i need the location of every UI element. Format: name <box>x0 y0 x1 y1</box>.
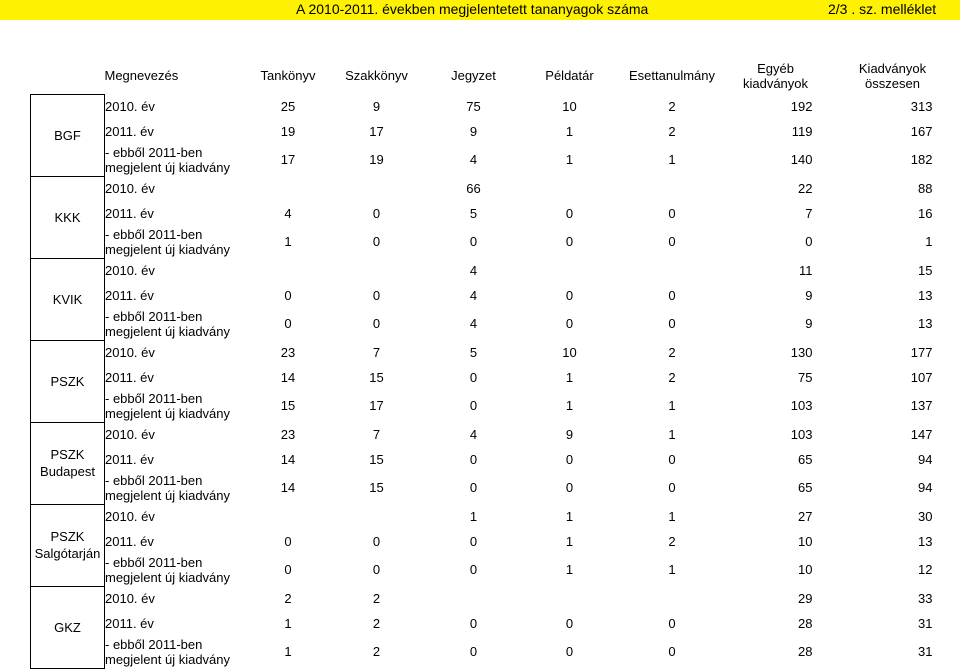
table-row <box>31 94 959 119</box>
cell-szakkonyv: 7 <box>372 427 381 442</box>
cell-jegyzet: 66 <box>466 181 481 196</box>
cell-peldatar: 0 <box>565 615 574 631</box>
cell-esettanulmany: 1 <box>668 562 676 577</box>
cell-jegyzet: 5 <box>469 345 478 360</box>
row-label <box>105 553 251 586</box>
col-header-egyeb-line2: kiadványok <box>742 75 809 91</box>
cell-tankonyv: 14 <box>280 451 296 467</box>
col-header-osszesen-line1: Kiadványok <box>858 60 927 76</box>
cell-tankonyv: 2 <box>284 591 292 606</box>
institution-name: GKZ <box>54 619 81 635</box>
cell-osszesen: 1 <box>925 234 933 249</box>
institution-name-line2: Budapest <box>40 464 95 479</box>
cell-szakkonyv: 19 <box>369 152 384 167</box>
row-label-line2: megjelent új kiadvány <box>105 405 231 421</box>
cell-tankonyv: 15 <box>280 398 296 413</box>
cell-esettanulmany: 2 <box>668 99 676 114</box>
cell-tankonyv: 0 <box>284 562 292 577</box>
cell-esettanulmany: 2 <box>668 345 676 360</box>
cell-jegyzet: 0 <box>469 562 478 577</box>
title-bar <box>0 0 960 20</box>
cell-peldatar: 0 <box>565 644 574 659</box>
cell-egyeb: 11 <box>799 263 813 278</box>
cell-esettanulmany: 0 <box>668 234 676 249</box>
institution-cell <box>31 258 105 340</box>
row-label-line1: - ebből 2011-ben <box>105 144 203 160</box>
cell-peldatar: 9 <box>565 427 574 442</box>
cell-osszesen: 31 <box>918 615 933 631</box>
table-row <box>31 635 959 668</box>
cell-esettanulmany: 1 <box>668 509 676 524</box>
cell-tankonyv: 25 <box>280 99 296 114</box>
cell-egyeb: 140 <box>790 152 813 167</box>
cell-peldatar: 1 <box>565 533 574 549</box>
cell-esettanulmany: 0 <box>668 615 676 631</box>
institution-cell <box>31 94 105 176</box>
table-row <box>31 611 959 635</box>
cell-jegyzet: 4 <box>469 316 478 331</box>
cell-peldatar: 0 <box>565 205 574 221</box>
cell-tankonyv: 0 <box>284 316 292 331</box>
col-header-osszesen-line2: összesen <box>865 75 920 91</box>
row-label: 2011. év <box>105 615 154 631</box>
table-row <box>31 389 959 422</box>
cell-szakkonyv: 0 <box>372 316 381 331</box>
cell-peldatar: 0 <box>565 451 574 467</box>
cell-peldatar: 10 <box>562 345 577 360</box>
cell-peldatar <box>520 176 620 201</box>
cell-tankonyv: 1 <box>284 644 292 659</box>
row-label <box>105 143 251 176</box>
cell-jegyzet: 4 <box>469 427 478 442</box>
institution-name: BGF <box>54 127 81 143</box>
cell-tankonyv: 1 <box>284 615 292 631</box>
cell-osszesen: 137 <box>910 398 933 413</box>
cell-tankonyv: 0 <box>284 287 292 303</box>
cell-szakkonyv: 7 <box>372 345 381 360</box>
cell-jegyzet: 4 <box>469 263 478 278</box>
table-row <box>31 365 959 389</box>
cell-egyeb: 29 <box>798 591 813 606</box>
institution-name: PSZK <box>50 529 85 544</box>
row-label: 2011. év <box>105 205 154 221</box>
cell-osszesen: 13 <box>918 287 933 303</box>
table-row <box>31 225 959 258</box>
cell-egyeb: 27 <box>798 509 813 524</box>
cell-tankonyv: 19 <box>280 123 296 139</box>
cell-esettanulmany: 2 <box>668 533 676 549</box>
col-header-egyeb <box>725 57 827 94</box>
cell-esettanulmany: 0 <box>668 480 676 495</box>
cell-osszesen: 15 <box>918 263 933 278</box>
cell-egyeb: 10 <box>798 562 813 577</box>
cell-egyeb: 119 <box>791 123 813 139</box>
row-label: 2011. év <box>105 287 154 303</box>
cell-osszesen: 13 <box>918 533 933 549</box>
row-label-line2: megjelent új kiadvány <box>105 159 231 175</box>
cell-egyeb: 65 <box>798 480 813 495</box>
cell-esettanulmany: 2 <box>668 123 676 139</box>
row-label-line2: megjelent új kiadvány <box>105 323 231 339</box>
cell-esettanulmany <box>620 258 725 283</box>
row-label: 2010. év <box>105 345 155 360</box>
cell-egyeb: 28 <box>798 644 813 659</box>
cell-szakkonyv: 17 <box>369 398 384 413</box>
cell-szakkonyv: 15 <box>369 480 384 495</box>
cell-egyeb: 9 <box>805 316 813 331</box>
cell-egyeb: 65 <box>798 451 813 467</box>
cell-egyeb: 130 <box>790 345 813 360</box>
cell-esettanulmany: 0 <box>668 205 676 221</box>
table-row <box>31 447 959 471</box>
cell-szakkonyv <box>326 176 428 201</box>
cell-szakkonyv: 15 <box>369 451 384 467</box>
table-row <box>31 201 959 225</box>
cell-osszesen: 88 <box>918 181 933 196</box>
row-label <box>105 225 251 258</box>
cell-jegyzet: 0 <box>469 451 478 467</box>
cell-tankonyv: 23 <box>280 427 296 442</box>
institution-cell <box>31 340 105 422</box>
cell-tankonyv: 14 <box>280 480 296 495</box>
cell-szakkonyv <box>326 504 428 529</box>
row-label-line2: megjelent új kiadvány <box>105 651 231 667</box>
cell-osszesen: 177 <box>910 345 933 360</box>
institution-name: KKK <box>54 209 81 225</box>
cell-esettanulmany <box>620 176 725 201</box>
row-label: 2011. év <box>105 123 154 139</box>
cell-egyeb: 75 <box>798 369 813 385</box>
cell-osszesen: 33 <box>918 591 933 606</box>
row-label: 2011. év <box>105 451 154 467</box>
cell-egyeb: 192 <box>790 99 813 114</box>
table-row <box>31 307 959 340</box>
cell-osszesen: 94 <box>918 480 933 495</box>
cell-jegyzet: 0 <box>469 615 478 631</box>
document-title: A 2010-2011. években megjelentetett tananyagok száma <box>296 1 649 17</box>
cell-esettanulmany: 0 <box>668 451 676 467</box>
row-label: 2011. év <box>105 369 154 385</box>
institution-name: PSZK <box>50 447 85 462</box>
cell-osszesen: 107 <box>910 369 933 385</box>
cell-tankonyv: 0 <box>284 533 292 549</box>
row-label-line2: megjelent új kiadvány <box>105 569 231 585</box>
header-row <box>31 57 959 94</box>
col-header-szakkonyv: Szakkönyv <box>345 68 408 83</box>
cell-tankonyv: 1 <box>284 234 292 249</box>
col-header-name: Megnevezés <box>104 68 179 83</box>
cell-tankonyv <box>251 258 326 283</box>
institution-name: KVIK <box>52 291 83 307</box>
row-label <box>105 471 251 504</box>
cell-egyeb: 10 <box>798 533 813 549</box>
cell-osszesen: 147 <box>910 427 933 442</box>
table-row <box>31 586 959 611</box>
cell-szakkonyv: 0 <box>372 287 381 303</box>
row-label-line1: - ebből 2011-ben <box>105 226 203 242</box>
cell-osszesen: 94 <box>918 451 933 467</box>
cell-jegyzet: 0 <box>469 533 478 549</box>
row-label-line1: - ebből 2011-ben <box>105 390 203 406</box>
cell-peldatar: 1 <box>565 509 574 524</box>
cell-jegyzet: 4 <box>469 287 478 303</box>
col-header-esettanulmany: Esettanulmány <box>629 68 715 83</box>
cell-szakkonyv <box>326 258 428 283</box>
cell-egyeb: 22 <box>798 181 813 196</box>
cell-szakkonyv: 2 <box>372 591 381 606</box>
cell-osszesen: 182 <box>910 152 933 167</box>
institution-cell <box>31 422 105 504</box>
institution-name: PSZK <box>50 373 85 389</box>
table-row <box>31 471 959 504</box>
cell-osszesen: 313 <box>910 99 933 114</box>
cell-esettanulmany: 2 <box>668 369 676 385</box>
col-header-osszesen <box>827 57 959 94</box>
cell-peldatar: 0 <box>565 316 574 331</box>
col-header-tankonyv: Tankönyv <box>260 68 316 83</box>
cell-szakkonyv: 2 <box>372 644 381 659</box>
cell-esettanulmany: 0 <box>668 287 676 303</box>
institution-header <box>31 57 105 94</box>
cell-peldatar: 1 <box>565 398 574 413</box>
table-row <box>31 258 959 283</box>
cell-egyeb: 103 <box>790 427 813 442</box>
row-label-line1: - ebből 2011-ben <box>105 554 203 570</box>
cell-szakkonyv: 9 <box>372 99 381 114</box>
cell-osszesen: 167 <box>910 123 933 139</box>
cell-esettanulmany: 1 <box>668 152 676 167</box>
cell-esettanulmany <box>620 586 725 611</box>
row-label: 2010. év <box>105 509 155 524</box>
cell-szakkonyv: 0 <box>372 205 381 221</box>
cell-peldatar: 0 <box>565 287 574 303</box>
cell-peldatar <box>520 586 620 611</box>
cell-szakkonyv: 15 <box>369 369 384 385</box>
cell-osszesen: 16 <box>918 205 933 221</box>
table-row <box>31 504 959 529</box>
cell-egyeb: 7 <box>805 205 813 221</box>
table-row <box>31 283 959 307</box>
cell-jegyzet: 0 <box>469 398 478 413</box>
cell-jegyzet: 4 <box>469 152 478 167</box>
cell-tankonyv: 4 <box>284 205 292 221</box>
table-row <box>31 422 959 447</box>
row-label-line1: - ebből 2011-ben <box>105 472 203 488</box>
cell-tankonyv <box>251 504 326 529</box>
col-header-peldatar: Példatár <box>545 68 594 83</box>
cell-jegyzet: 9 <box>469 123 478 139</box>
cell-szakkonyv: 17 <box>369 123 384 139</box>
table-row <box>31 143 959 176</box>
table-row <box>31 340 959 365</box>
institution-cell <box>31 176 105 258</box>
cell-szakkonyv: 0 <box>372 234 381 249</box>
cell-osszesen: 30 <box>918 509 933 524</box>
cell-jegyzet: 75 <box>466 99 481 114</box>
publications-table <box>30 57 959 669</box>
cell-peldatar: 1 <box>565 369 574 385</box>
institution-cell <box>31 504 105 586</box>
col-header-jegyzet: Jegyzet <box>451 68 496 83</box>
cell-esettanulmany: 0 <box>668 644 676 659</box>
cell-jegyzet: 5 <box>469 205 478 221</box>
cell-egyeb: 0 <box>805 234 813 249</box>
cell-jegyzet <box>428 586 520 611</box>
cell-szakkonyv: 2 <box>372 615 381 631</box>
institution-name-line2: Salgótarján <box>34 546 101 561</box>
cell-peldatar: 10 <box>562 99 577 114</box>
cell-jegyzet: 0 <box>469 480 478 495</box>
cell-peldatar <box>520 258 620 283</box>
cell-peldatar: 0 <box>565 234 574 249</box>
cell-jegyzet: 0 <box>469 644 478 659</box>
cell-jegyzet: 1 <box>469 509 478 524</box>
institution-cell <box>31 586 105 668</box>
col-header-egyeb-line1: Egyéb <box>757 60 794 76</box>
cell-esettanulmany: 1 <box>668 398 676 413</box>
cell-osszesen: 12 <box>918 562 933 577</box>
table-row <box>31 529 959 553</box>
row-label-line2: megjelent új kiadvány <box>105 241 231 257</box>
cell-peldatar: 0 <box>565 480 574 495</box>
row-label: 2010. év <box>105 181 155 196</box>
cell-esettanulmany: 0 <box>668 316 676 331</box>
table-row <box>31 176 959 201</box>
row-label <box>105 307 251 340</box>
cell-jegyzet: 0 <box>469 234 478 249</box>
cell-peldatar: 1 <box>565 562 574 577</box>
cell-esettanulmany: 1 <box>668 427 676 442</box>
cell-tankonyv <box>251 176 326 201</box>
cell-osszesen: 31 <box>918 644 933 659</box>
cell-jegyzet: 0 <box>469 369 478 385</box>
cell-egyeb: 103 <box>790 398 813 413</box>
row-label-line1: - ebből 2011-ben <box>105 636 203 652</box>
table-row <box>31 553 959 586</box>
row-label: 2011. év <box>105 533 154 549</box>
cell-tankonyv: 14 <box>280 369 296 385</box>
cell-egyeb: 9 <box>805 287 813 303</box>
cell-tankonyv: 23 <box>280 345 296 360</box>
cell-peldatar: 1 <box>565 152 574 167</box>
cell-peldatar: 1 <box>565 123 574 139</box>
row-label <box>105 389 251 422</box>
annex-label: 2/3 . sz. melléklet <box>828 1 937 17</box>
table-row <box>31 119 959 143</box>
cell-tankonyv: 17 <box>280 152 296 167</box>
row-label <box>105 635 251 668</box>
row-label: 2010. év <box>105 591 155 606</box>
cell-osszesen: 13 <box>918 316 933 331</box>
cell-egyeb: 28 <box>798 615 813 631</box>
row-label-line1: - ebből 2011-ben <box>105 308 203 324</box>
row-label: 2010. év <box>105 427 155 442</box>
cell-szakkonyv: 0 <box>372 533 381 549</box>
row-label-line2: megjelent új kiadvány <box>105 487 231 503</box>
row-label: 2010. év <box>105 263 155 278</box>
cell-szakkonyv: 0 <box>372 562 381 577</box>
row-label: 2010. év <box>105 99 155 114</box>
